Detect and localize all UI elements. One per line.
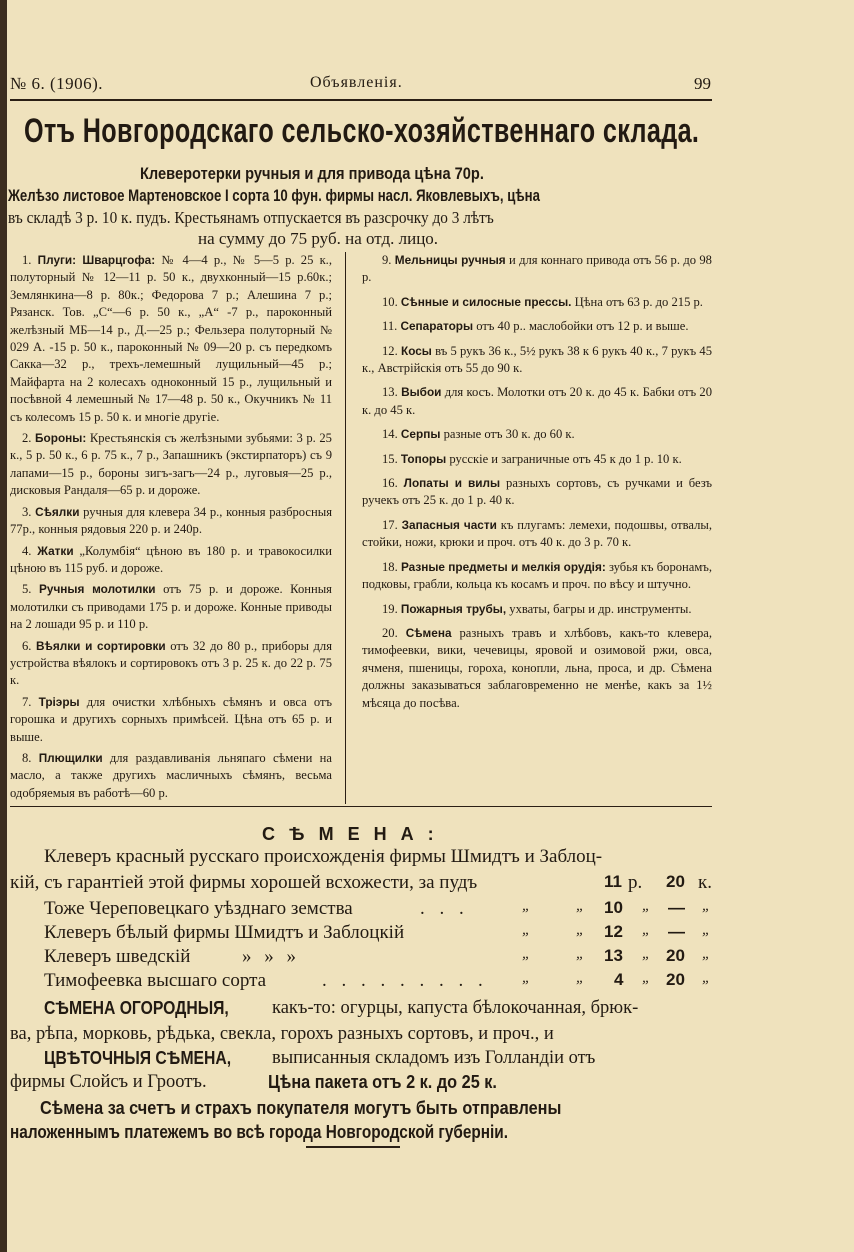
page: № 6. (1906). Объявленія. 99 Отъ Новгородскаго сельско-хозяйственнаго склада. Клеверотерки ручныя и для привода цѣна 70р. Желѣзо листовое Мартеновское I сорта 10 фун. фирмы насл. Яковлевыхъ, цѣна въ складѣ 3 р. 10 к. пудъ. Крестьянамъ отпускается въ разсрочку до 3 лѣтъ на сумму до 75 руб. на отд. лицо. 1. Плуги: Шварцгофа: № 4—4 р., № 5—5 р. 25 к., полуторный № 12—11 р. 50 к., двухконный—15 р.60к.; Землянкина—8 р. 80к.; Федорова 7 р.; Алешина 7 р.; Рязанск. Тов. „С“—6 р. 50 к., „А“ -7 р., пароконный желѣзный МБ—14 р., Д.—25 р.; Фельзера полуторный № 029 А. -15 р. 50 к., пароконный № 09—20 р. съ передкомъ Сакка—32 р., трехъ-лемешный лущильный—45 р.; Майфарта на 2 колесахъ одноконный 15 р., лущильный и посѣвной 4 лемешный № 17—48 р. 50 к., Окучникъ № 11 съ колесомъ 15 р. 50 к. и многіе другіе. 2. Бороны: Крестьянскія съ желѣзными зубьями: 3 р. 25 к., 5 р. 50 к., 6 р. 75 к., 7 р., Запашникъ (экстирпаторъ) съ 9 лапами—15 р., бороны зигъ-загъ—24 р., луговыя—25 р., дисковыя Рандаля—65 р. и дороже. 3. Сѣялки ручныя для клевера 34 р., конныя разбросныя 77р., конныя рядовыя 220 р. и 240р. 4. Жатки „Колумбія“ цѣною въ 180 р. и травокосилки цѣною въ 115 руб. и дороже. 5. Ручныя молотилки отъ 75 р. и дороже. Конныя молотилки съ приводами 175 р. и дороже. Конные приводы на 2 лошади 95 р. и 110 р. 6. Вѣялки и сортировки отъ 32 до 80 р., приборы для устройства вѣялокъ и сортировокъ отъ 3 р. 25 к. до 22 р. 75 к. 7. Тріэры для очистки хлѣбныхъ сѣмянъ и овса отъ горошка и другихъ сорныхъ примѣсей. Цѣна отъ 65 р. и выше. 8. Плющилки для раздавливанія льняпаго сѣмени на масло, а также другихъ масличныхъ сѣмянъ, весьма одобряемыя въ работѣ—60 р. 9. Мельницы ручныя и для коннаго привода отъ 56 р. до 98 р. 10. Сѣнные и силосные прессы. Цѣна отъ 63 р. до 215 р. 11. Сепараторы отъ 40 р.. маслобойки отъ 12 р. и выше. 12. Косы въ 5 рукъ 36 к., 5½ рукъ 38 к 6 рукъ 40 к., 7 рукъ 45 к., Австрійскія отъ 55 до 90 к. 13. Выбои для косъ. Молотки отъ 20 к. до 45 к. Бабки отъ 20 к. до 45 к. 14. Серпы разные отъ 30 к. до 60 к. 15. Топоры русскіе и заграничные отъ 45 к до 1 р. 10 к. 16. Лопаты и вилы разныхъ сортовъ, съ ручками и безъ ручекъ отъ 25 к. до 1 р. 40 к. 17. Запасныя части къ плугамъ: лемехи, подошвы, отвалы, стойки, ножи, крюки и проч. отъ 40 к. до 3 р. 70 к. 18. Разные предметы и мелкія орудія: зубья къ боронамъ, подковы, грабли, кольца къ косамъ и проч. по вѣсу и штучно. 19. Пожарныя трубы, ухваты, багры и др. инструменты. 20. Сѣмена разныхъ травъ и хлѣбовъ, какъ-то клевера, тимофеевки, вики, чечевицы, яровой и озимовой ржи, овса, ячменя, пшеницы, гороха, конопли, льна, проса, и др. Сѣмена должны заказываться заблаговременно не менѣе, какъ за 1½ мѣсяца до посѣва. СѢМЕНА: Клеверъ красный русскаго происхожденія фирмы Шмидтъ и Заблоц- кій, съ гарантіей этой фирмы хорошей всхожести, за пудъ 11 р. 20 к. Тоже Череповецкаго уѣзднаго земства . . . „ „ 10 „ — „ Клеверъ бѣлый фирмы Шмидтъ и Заблоцкій „ „ 12 „ — „ Клеверъ шведскій » » » „ „ 13 „ 20 „ Тимофеевка высшаго сорта . . . . . . . . . „ „ 4 „ 20 „ СѢМЕНА ОГОРОДНЫЯ, какъ-то: огурцы, капуста бѣлокочанная, брюк- ва, рѣпа, морковь, рѣдька, свекла, горохъ разныхъ сортовъ, и проч., и ЦВѢТОЧНЫЯ СѢМЕНА, выписанныя складомъ изъ Голландіи отъ фирмы Слойсъ и Гроотъ. Цѣна пакета отъ 2 к. до 25 к. Сѣмена за счетъ и страхъ покупателя могутъ быть отправлены наложеннымъ платежемъ во всѣ города Новгородской губерніи. bbox=[0, 0, 854, 1252]
list-item: 20. Сѣмена разныхъ травъ и хлѣбовъ, какъ-то клевера, тимофеевки, вики, чечевицы, яровой и озимовой ржи, овса, ячменя, пшеницы, гороха, конопли, льна, проса, и др. Сѣмена должны заказываться заблаговременно не менѣе, какъ за 1½ мѣсяца до посѣва. bbox=[362, 625, 712, 710]
seed-line-clover-red-b: кій, съ гарантіей этой фирмы хорошей всхожести, за пудъ 11 р. 20 к. bbox=[10, 872, 712, 893]
item-text: для раздавливанія льняпаго сѣмени на масло, а также другихъ масличныхъ сѣмянъ, весьма одобряемыя въ работѣ—60 р. bbox=[10, 750, 332, 800]
list-item: 4. Жатки „Колумбія“ цѣною въ 180 р. и травокосилки цѣною въ 115 руб. и дороже. bbox=[10, 543, 332, 575]
item-title: Выбои bbox=[401, 385, 442, 400]
item-text: зубья къ боронамъ, подковы, грабли, кольца къ косамъ и проч. по вѣсу и штучно. bbox=[362, 559, 712, 592]
item-title: Ручныя молотилки bbox=[39, 582, 156, 597]
item-text: № 4—4 р., № 5—5 р. 25 к., полуторный № 12—11 р. 50 к., двухконный—15 р.60к.; Землянкина—8 р. 80к.; Федорова 7 р.; Алешина 7 р.; Рязанск. Тов. „С“—6 р. 50 к., „А“ -7 р., пароконный желѣзный МБ—14 р., Д.—25 р.; Фельзера полуторный № 029 А. -15 р. 50 к., пароконный № 09—20 р. съ передкомъ Сакка—32 р., трехъ-лемешный лущильный—45 р.; Майфарта на 2 колесахъ одноконный 15 р., лущильный и посѣвной 4 лемешный № 17—48 р. 50 к., Окучникъ № 11 съ колесомъ 15 р. 50 к. и многіе другіе. bbox=[10, 253, 332, 424]
list-item: 6. Вѣялки и сортировки отъ 32 до 80 р., приборы для устройства вѣялокъ и сортировокъ отъ 3 р. 25 к. до 22 р. 75 к. bbox=[10, 638, 333, 688]
intro-line-3: въ складѣ 3 р. 10 к. пудъ. Крестьянамъ отпускается въ разсрочку до 3 лѣтъ bbox=[8, 208, 494, 227]
flower-seeds-label: ЦВѢТОЧНЫЯ СѢМЕНА, bbox=[44, 1047, 232, 1068]
list-item: 14. Серпы разные отъ 30 к. до 60 к. bbox=[382, 427, 575, 442]
item-title: Серпы bbox=[400, 427, 441, 442]
garden-seeds-label: СѢМЕНА ОГОРОДНЫЯ, bbox=[44, 997, 229, 1018]
footer-rule bbox=[306, 1146, 400, 1148]
column-divider bbox=[345, 252, 346, 804]
item-title: Сѣнные и силосные прессы. bbox=[400, 294, 572, 309]
seed-line-clover-red-a: Клеверъ красный русскаго происхожденія фирмы Шмидтъ и Заблоц- bbox=[44, 846, 603, 867]
list-item: 13. Выбои для косъ. Молотки отъ 20 к. до 45 к. Бабки отъ 20 к. до 45 к. bbox=[362, 385, 713, 417]
seed-row: Клеверъ бѣлый фирмы Шмидтъ и Заблоцкій „ „ 12 „ — „ bbox=[44, 922, 711, 943]
list-item: 2. Бороны: Крестьянскія съ желѣзными зубьями: 3 р. 25 к., 5 р. 50 к., 6 р. 75 к., 7 р., Запашникъ (экстирпаторъ) съ 9 лапами—15 р., бороны зигъ-загъ—24 р., луговыя—25 р., дисковыя Рандаля—65 р. и дороже. bbox=[10, 431, 332, 498]
list-item: 9. Мельницы ручныя и для коннаго привода отъ 56 р. до 98 р. bbox=[362, 253, 712, 285]
list-item: 15. Топоры русскіе и заграничные отъ 45 к до 1 р. 10 к. bbox=[382, 451, 682, 466]
item-title: Лопаты и вилы bbox=[403, 476, 501, 491]
list-item: 7. Тріэры для очистки хлѣбныхъ сѣмянъ и овса отъ горошка и другихъ сорныхъ примѣсей. Цѣна отъ 65 р. и выше. bbox=[10, 694, 332, 744]
item-title: Пожарныя трубы, bbox=[400, 601, 507, 616]
item-text: „Колумбія“ цѣною въ 180 р. и травокосилки цѣною въ 115 руб. и дороже. bbox=[10, 543, 332, 575]
item-text: Крестьянскія съ желѣзными зубьями: 3 р. 25 к., 5 р. 50 к., 6 р. 75 к., 7 р., Запашникъ (экстирпаторъ) съ 9 лапами—15 р., бороны зигъ-загъ—24 р., луговыя—25 р., дисковыя Рандаля—65 р. и дороже. bbox=[10, 431, 332, 498]
list-item: 3. Сѣялки ручныя для клевера 34 р., конныя разбросныя 77р., конныя рядовыя 220 р. и 240р. bbox=[10, 504, 333, 537]
list-item: 8. Плющилки для раздавливанія льняпаго сѣмени на масло, а также другихъ масличныхъ сѣмянъ, весьма одобряемыя въ работѣ—60 р. bbox=[10, 750, 332, 800]
item-text: отъ 40 р.. маслобойки отъ 12 р. и выше. bbox=[476, 319, 689, 334]
price-kopecks: 20 bbox=[666, 872, 685, 891]
item-text: ручныя для клевера 34 р., конныя разбросныя 77р., конныя рядовыя 220 р. и 240р. bbox=[10, 504, 333, 537]
intro-line-2: Желѣзо листовое Мартеновское I сорта 10 фун. фирмы насл. Яковлевыхъ, цѣна bbox=[8, 187, 540, 205]
page-number: 99 bbox=[694, 74, 711, 93]
price-kopecks: — bbox=[668, 898, 685, 917]
item-title: Топоры bbox=[400, 451, 447, 466]
item-title: Мельницы ручныя bbox=[394, 253, 506, 267]
packet-price: Цѣна пакета отъ 2 к. до 25 к. bbox=[268, 1071, 497, 1092]
columns-bottom-rule bbox=[10, 806, 712, 807]
item-title: Сѣялки bbox=[35, 504, 80, 519]
item-title: Жатки bbox=[37, 543, 74, 558]
footer-line-1: Сѣмена за счетъ и страхъ покупателя могутъ быть отправлены bbox=[40, 1097, 562, 1118]
right-column bbox=[362, 252, 712, 719]
list-item: 12. Косы въ 5 рукъ 36 к., 5½ рукъ 38 к 6 рукъ 40 к., 7 рукъ 45 к., Австрійскія отъ 55 до 90 к. bbox=[362, 343, 713, 376]
headline: Отъ Новгородскаго сельско-хозяйственнаго склада. bbox=[24, 112, 700, 150]
item-text: русскіе и заграничные отъ 45 к до 1 р. 10 к. bbox=[449, 451, 682, 466]
item-title: Бороны: bbox=[35, 431, 87, 446]
item-title: Вѣялки и сортировки bbox=[36, 638, 166, 653]
item-title: Разные предметы и мелкія орудія: bbox=[400, 559, 606, 574]
item-text: разные отъ 30 к. до 60 к. bbox=[443, 427, 575, 442]
seed-row: Тимофеевка высшаго сорта . . . . . . . . . „ „ 4 „ 20 „ bbox=[44, 970, 711, 991]
item-title: Плющилки bbox=[38, 750, 103, 765]
item-title: Сепараторы bbox=[400, 319, 474, 334]
item-text: и для коннаго привода отъ 56 р. до 98 р. bbox=[362, 253, 712, 285]
item-title: Тріэры bbox=[38, 694, 80, 709]
list-item: 5. Ручныя молотилки отъ 75 р. и дороже. Конныя молотилки съ приводами 175 р. и дороже. Конные приводы на 2 лошади 95 р. и 110 р. bbox=[10, 582, 332, 632]
page-spine-edge bbox=[0, 0, 7, 1252]
item-title: Плуги: Шварцгофа: bbox=[37, 253, 156, 267]
item-text: отъ 32 до 80 р., приборы для устройства вѣялокъ и сортировокъ отъ 3 р. 25 к. до 22 р. 75 к. bbox=[10, 638, 333, 688]
item-title: Сѣмена bbox=[405, 625, 452, 640]
seed-row: Тоже Череповецкаго уѣзднаго земства . . . „ „ 10 „ — „ bbox=[44, 898, 711, 919]
section-label: Объявленія. bbox=[310, 74, 403, 91]
item-text: въ 5 рукъ 36 к., 5½ рукъ 38 к 6 рукъ 40 к., 7 рукъ 45 к., Австрійскія отъ 55 до 90 к. bbox=[362, 343, 713, 376]
item-text: разныхъ сортовъ, съ ручками и безъ ручекъ отъ 25 к. до 1 р. 40 к. bbox=[362, 476, 713, 508]
item-text: для косъ. Молотки отъ 20 к. до 45 к. Бабки отъ 20 к. до 45 к. bbox=[362, 385, 713, 417]
price-rubles: 10 bbox=[604, 898, 623, 917]
seeds-title: СѢМЕНА: bbox=[262, 824, 448, 844]
item-title: Косы bbox=[401, 343, 432, 358]
list-item: 19. Пожарныя трубы, ухваты, багры и др. инструменты. bbox=[382, 601, 692, 616]
price-kopecks: — bbox=[668, 922, 685, 941]
item-text: къ плугамъ: лемехи, подошвы, отвалы, стойки, ножи, крюки и проч. отъ 40 к. до 3 р. 70 к. bbox=[362, 517, 713, 550]
item-text: отъ 75 р. и дороже. Конныя молотилки съ приводами 175 р. и дороже. Конные приводы на 2 лошади 95 р. и 110 р. bbox=[10, 582, 332, 632]
item-text: ухваты, багры и др. инструменты. bbox=[509, 601, 692, 616]
price-rubles: 4 bbox=[614, 970, 624, 989]
seed-row: Клеверъ шведскій » » » „ „ 13 „ 20 „ bbox=[44, 946, 711, 967]
price-kopecks: 20 bbox=[666, 946, 685, 965]
left-column bbox=[10, 252, 332, 806]
list-item: 18. Разные предметы и мелкія орудія: зубья къ боронамъ, подковы, грабли, кольца къ косамъ и проч. по вѣсу и штучно. bbox=[362, 559, 712, 592]
header-rule bbox=[10, 99, 712, 101]
issue-label: № 6. (1906). bbox=[10, 74, 104, 93]
list-item: 17. Запасныя части къ плугамъ: лемехи, подошвы, отвалы, стойки, ножи, крюки и проч. отъ 40 к. до 3 р. 70 к. bbox=[362, 517, 713, 550]
price-rubles: 12 bbox=[604, 922, 623, 941]
item-text: для очистки хлѣбныхъ сѣмянъ и овса отъ горошка и другихъ сорныхъ примѣсей. Цѣна отъ 65 р. и выше. bbox=[10, 694, 332, 744]
list-item: 11. Сепараторы отъ 40 р.. маслобойки отъ 12 р. и выше. bbox=[382, 319, 689, 334]
running-head bbox=[10, 74, 722, 98]
list-item: 16. Лопаты и вилы разныхъ сортовъ, съ ручками и безъ ручекъ отъ 25 к. до 1 р. 40 к. bbox=[362, 476, 713, 508]
intro-line-4: на сумму до 75 руб. на отд. лицо. bbox=[198, 229, 439, 248]
list-item: 10. Сѣнные и силосные прессы. Цѣна отъ 63 р. до 215 р. bbox=[382, 294, 703, 309]
item-text: разныхъ травъ и хлѣбовъ, какъ-то клевера, тимофеевки, вики, чечевицы, яровой и озимовой ржи, овса, ячменя, пшеницы, гороха, конопли, льна, проса, и др. Сѣмена должны заказываться заблаговременно не менѣе, какъ за 1½ мѣсяца до посѣва. bbox=[362, 625, 712, 710]
list-item: 1. Плуги: Шварцгофа: № 4—4 р., № 5—5 р. 25 к., полуторный № 12—11 р. 50 к., двухконный—15 р.60к.; Землянкина—8 р. 80к.; Федорова 7 р.; Алешина 7 р.; Рязанск. Тов. „С“—6 р. 50 к., „А“ -7 р., пароконный желѣзный МБ—14 р., Д.—25 р.; Фельзера полуторный № 029 А. -15 р. 50 к., пароконный № 09—20 р. съ передкомъ Сакка—32 р., трехъ-лемешный лущильный—45 р.; Майфарта на 2 колесахъ одноконный 15 р., лущильный и посѣвной 4 лемешный № 17—48 р. 50 к., Окучникъ № 11 съ колесомъ 15 р. 50 к. и многіе другіе. bbox=[10, 253, 332, 424]
price-kopecks: 20 bbox=[666, 970, 685, 989]
footer-line-2: наложеннымъ платежемъ во всѣ города Новгородской губерніи. bbox=[10, 1121, 509, 1142]
price-rubles: 13 bbox=[604, 946, 623, 965]
intro-line-1: Клеверотерки ручныя и для привода цѣна 70р. bbox=[140, 164, 484, 183]
price-rubles: 11 bbox=[604, 872, 622, 891]
item-text: Цѣна отъ 63 р. до 215 р. bbox=[574, 294, 703, 309]
item-title: Запасныя части bbox=[401, 517, 497, 532]
